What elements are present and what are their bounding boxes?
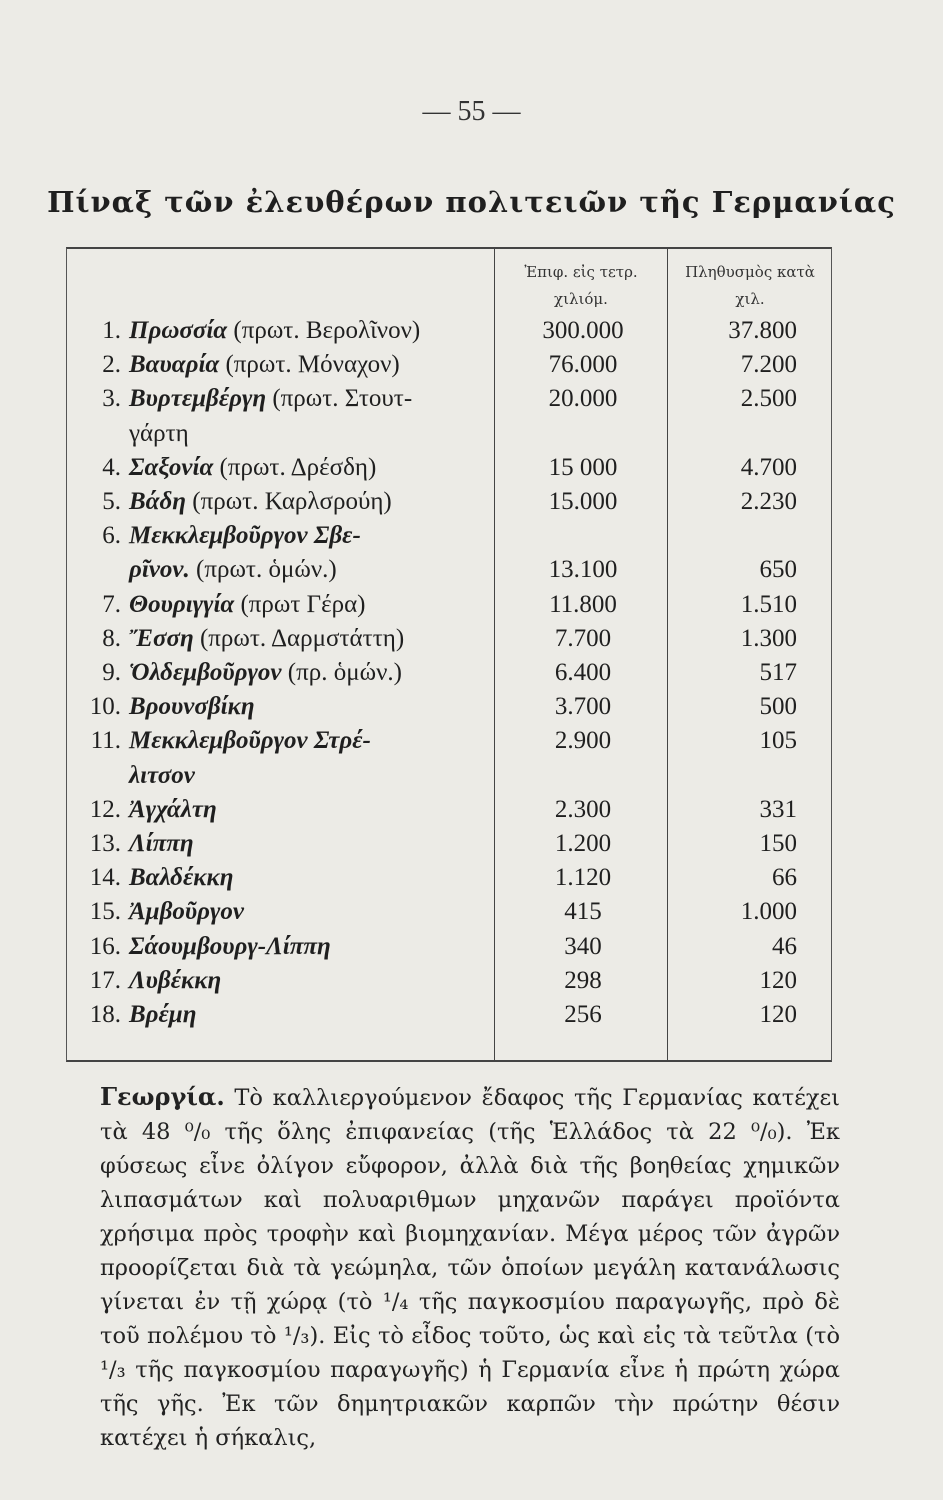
state-name-text: Λίππη [129, 830, 194, 857]
state-name-text: Βρουνσβίκη [129, 693, 255, 721]
states-table [66, 247, 832, 1062]
state-name [129, 898, 244, 926]
state-name-text: Ἀμβοῦργον [129, 898, 245, 926]
row-number: 10. [89, 693, 121, 721]
area-value: 298 [564, 966, 602, 994]
state-name [129, 933, 331, 961]
state-name [129, 420, 189, 448]
area-value: 6.400 [554, 659, 612, 686]
state-name-text: Πρωσσία [129, 317, 228, 344]
agriculture-paragraph [100, 1080, 840, 1455]
density-value: 331 [759, 795, 797, 823]
area-header: Ἐπιφ. εἰς τετρ. χιλιόμ. [524, 263, 638, 308]
table-row [67, 762, 833, 796]
table-row [67, 625, 833, 659]
density-value: 650 [759, 556, 797, 584]
table-row [67, 933, 833, 967]
density-value: 1.510 [740, 590, 797, 618]
row-number: 1. [102, 317, 121, 344]
table-row [67, 898, 833, 932]
area-value: 15.000 [548, 488, 618, 515]
page-title: Πίναξ τῶν ἐλευθέρων πολιτειῶν τῆς Γερμανίας [47, 185, 896, 219]
state-name-text: Βυρτεμβέργη [129, 385, 267, 413]
table-row [67, 420, 833, 454]
density-header: Πληθυσμὸς κατὰ χιλ. [685, 263, 815, 308]
area-value: 20.000 [548, 385, 618, 413]
density-value: 500 [759, 693, 797, 721]
state-name-text: Μεκκλεμβοῦργον Σβε- [129, 522, 361, 550]
state-name-text: Βαυαρία [129, 351, 220, 379]
state-name [129, 796, 217, 824]
area-value: 76.000 [548, 351, 618, 379]
state-capital: (πρωτ. Μόναχον) [225, 351, 400, 379]
row-number: 17. [89, 966, 121, 994]
state-name [129, 659, 402, 687]
area-value: 3.700 [554, 693, 612, 721]
area-value: 1.120 [554, 864, 612, 892]
table-row [67, 967, 833, 1001]
state-capital: (πρωτ. Δρέσδη) [219, 453, 377, 481]
state-name-text: Βαλδέκκη [129, 864, 234, 892]
density-value: 120 [759, 1001, 797, 1028]
table-row [67, 830, 833, 864]
table-row [67, 522, 833, 556]
state-name [129, 454, 376, 482]
state-name [129, 830, 194, 858]
table-row [67, 796, 833, 830]
state-name-text: Σάουμβουργ-Λίππη [129, 932, 331, 960]
table-row [67, 591, 833, 625]
state-name-text: Βρέμη [129, 1001, 197, 1028]
row-number: 13. [89, 830, 121, 857]
state-name [129, 727, 371, 755]
state-capital: (πρωτ. Καρλσρούη) [192, 488, 392, 515]
state-name [129, 317, 420, 345]
density-value: 37.800 [728, 317, 797, 344]
area-value: 256 [564, 1001, 602, 1028]
density-value: 2.230 [740, 488, 797, 515]
row-number: 16. [89, 932, 121, 960]
density-value: 46 [772, 932, 797, 960]
row-number: 8. [102, 624, 121, 652]
state-name-text: λιτσον [129, 761, 195, 789]
state-capital: (πρ. ὁμών.) [287, 659, 402, 686]
state-name-text: Βάδη [129, 488, 187, 515]
density-value: 66 [772, 864, 797, 892]
density-value: 2.500 [740, 385, 797, 413]
state-name [129, 762, 195, 790]
area-value: 1.200 [554, 830, 612, 857]
table-row [67, 693, 833, 727]
row-number: 9. [102, 659, 121, 686]
row-number: 14. [89, 864, 121, 892]
state-capital: (πρωτ. Στουτ- [272, 385, 413, 413]
table-row [67, 454, 833, 488]
state-capital: γάρτη [129, 419, 189, 447]
area-value: 15 000 [548, 453, 618, 481]
state-name [129, 522, 361, 550]
state-name [129, 864, 233, 892]
density-value: 517 [759, 659, 797, 686]
state-name [129, 693, 255, 721]
table-row [67, 659, 833, 693]
paragraph-lead: Γεωργία. [100, 1082, 225, 1111]
table-row [67, 351, 833, 385]
table-row [67, 1001, 833, 1035]
density-value: 105 [759, 727, 797, 755]
row-number: 7. [102, 590, 121, 618]
density-value: 120 [759, 966, 797, 994]
state-name-text: Ὁλδεμβοῦργον [129, 659, 282, 686]
area-value: 13.100 [548, 556, 618, 584]
area-value: 7.700 [554, 624, 612, 652]
density-value: 4.700 [740, 453, 797, 481]
row-number: 3. [102, 385, 121, 413]
state-name-text: Ἀγχάλτη [129, 795, 217, 823]
state-capital: (πρωτ Γέρα) [240, 590, 366, 618]
state-name [129, 351, 400, 379]
state-name [129, 1001, 196, 1029]
state-name-text: Σαξονία [129, 453, 214, 481]
state-name [129, 488, 392, 516]
table-row [67, 488, 833, 522]
state-name-text: Θουριγγία [129, 590, 235, 618]
table-row [67, 864, 833, 898]
state-name [129, 385, 412, 413]
state-name [129, 591, 366, 619]
state-name [129, 556, 337, 584]
row-number: 11. [90, 727, 121, 755]
row-number: 5. [102, 488, 121, 515]
table-row [67, 317, 833, 351]
density-value: 1.000 [740, 898, 797, 926]
area-value: 415 [564, 898, 602, 926]
row-number: 12. [89, 795, 121, 823]
state-name-text: ρῖνον. [129, 556, 190, 584]
page-number: — 55 — [422, 96, 521, 127]
state-name-text: Λυβέκκη [129, 966, 222, 994]
state-name-text: Μεκκλεμβοῦργον Στρέ- [129, 727, 371, 755]
row-number: 6. [102, 522, 121, 550]
area-value: 2.300 [554, 795, 612, 823]
table-row [67, 556, 833, 590]
paragraph-text: Τὸ καλλιεργούμενον ἔδαφος τῆς Γερμανίας κατέχει τὰ 48 ⁰/₀ τῆς ὅλης ἐπιφανείας (τῆς Ἑλλάδος τὰ 22 ⁰/₀). Ἐκ φύσεως εἶνε ὀλίγον εὔφορον, ἀλλὰ διὰ τῆς βοηθείας χημικῶν λιπασμάτων καὶ πολυαριθμων μηχανῶν παράγει προϊόντα χρήσιμα πρὸς τροφὴν καὶ βιομηχανίαν. Μέγα μέρος τῶν ἀγρῶν προορίζεται διὰ τὰ γεώμηλα, τῶν ὁποίων μεγάλη κατανάλωσις γίνεται ἐν τῇ χώρᾳ (τὸ ¹/₄ τῆς παγκοσμίου παραγωγῆς, πρὸ δὲ τοῦ πολέμου τὸ ¹/₃). Εἰς τὸ εἶδος τοῦτο, ὡς καὶ εἰς τὰ τεῦτλα (τὸ ¹/₃ τῆς παγκοσμίου παραγωγῆς) ἡ Γερμανία εἶνε ἡ πρώτη χώρα τῆς γῆς. Ἐκ τῶν δημητριακῶν καρπῶν τὴν πρώτην θέσιν κατέχει ἡ σήκαλις, [100, 1085, 841, 1451]
state-name [129, 967, 221, 995]
table-row [67, 727, 833, 761]
row-number: 18. [89, 1001, 121, 1028]
state-capital: (πρωτ. Βερολῖνον) [233, 317, 421, 344]
state-capital: (πρωτ. ὁμών.) [196, 556, 337, 584]
state-capital: (πρωτ. Δαρμστάττη) [199, 624, 405, 652]
density-value: 150 [759, 830, 797, 857]
row-number: 2. [102, 351, 121, 379]
area-value: 11.800 [549, 590, 617, 618]
table-row [67, 385, 833, 419]
area-value: 2.900 [554, 727, 612, 755]
row-number: 15. [89, 898, 121, 926]
density-value: 1.300 [740, 624, 797, 652]
row-number: 4. [102, 453, 121, 481]
density-value: 7.200 [740, 351, 797, 379]
area-value: 300.000 [542, 317, 624, 344]
state-name-text: Ἔσση [129, 624, 194, 652]
area-value: 340 [564, 932, 602, 960]
state-name [129, 625, 404, 653]
